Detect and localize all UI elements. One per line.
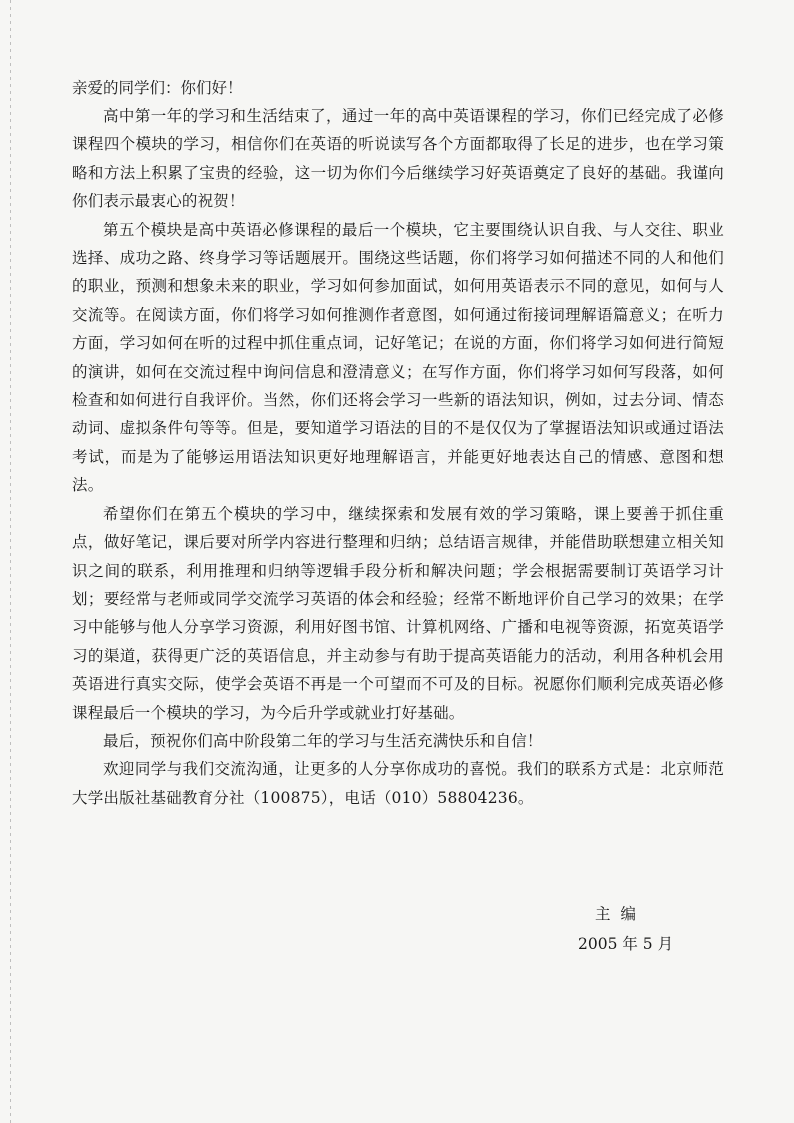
paragraph-first-year: 高中第一年的学习和生活结束了，通过一年的高中英语课程的学习，你们已经完成了必修课程四个模块的学习，相信你们在英语的听说读写各个方面都取得了长足的进步，也在学习策略和方法上积累了宝贵的经验，这一切为你们今后继续学习好英语奠定了良好的基础。我谨向你们表示最衷心的祝贺！ [72,107,724,211]
letter-body [72,74,724,812]
paragraph-module-five: 第五个模块是高中英语必修课程的最后一个模块，它主要围绕认识自我、与人交往、职业选择、成功之路、终身学习等话题展开。围绕这些话题，你们将学习如何描述不同的人和他们的职业，预测和想象未来的职业，学习如何参加面试，如何用英语表示不同的意见，如何与人交流等。在阅读方面，你们将学习如何推测作者意图，如何通过衔接词理解语篇意义；在听力方面，学习如何在听的过程中抓住重点词，记好笔记；在说的方面，你们将学习如何进行简短的演讲，如何在交流过程中询问信息和澄清意义；在写作方面，你们将学习如何写段落，如何检查和如何进行自我评价。当然，你们还将会学习一些新的语法知识，例如，过去分词、情态动词、虚拟条件句等等。但是，要知道学习语法的目的不是仅仅为了掌握语法知识或通过语法考试，而是为了能够运用语法知识更好地理解语言，并能更好地表达自己的情感、意图和想法。 [72,220,724,495]
signature-editor: 主编 [595,905,647,923]
paragraph-strategies: 希望你们在第五个模块的学习中，继续探索和发展有效的学习策略，课上要善于抓住重点，做好笔记，课后要对所学内容进行整理和归纳；总结语言规律，并能借助联想建立相关知识之间的联系，利用推理和归纳等逻辑手段分析和解决问题；学会根据需要制订英语学习计划；要经常与老师或同学交流学习英语的体会和经验；经常不断地评价自己学习的效果；在学习中能够与他人分享学习资源，利用好图书馆、计算机网络、广播和电视等资源，拓宽英语学习的渠道，获得更广泛的英语信息，并主动参与有助于提高英语能力的活动，利用各种机会用英语进行真实交际，使学会英语不再是一个可望而不可及的目标。祝愿你们顺利完成英语必修课程最后一个模块的学习，为今后升学或就业打好基础。 [72,504,724,722]
signature-date: 2005 年 5 月 [578,935,674,953]
paragraph-contact: 欢迎同学与我们交流沟通，让更多的人分享你成功的喜悦。我们的联系方式是：北京师范大学出版社基础教育分社（100875），电话（010）58804236。 [72,760,724,807]
letter-greeting: 亲爱的同学们：你们好！ [72,79,243,97]
scan-edge-mark [10,0,11,1123]
paragraph-wishes: 最后，预祝你们高中阶段第二年的学习与生活充满快乐和自信！ [103,731,543,750]
